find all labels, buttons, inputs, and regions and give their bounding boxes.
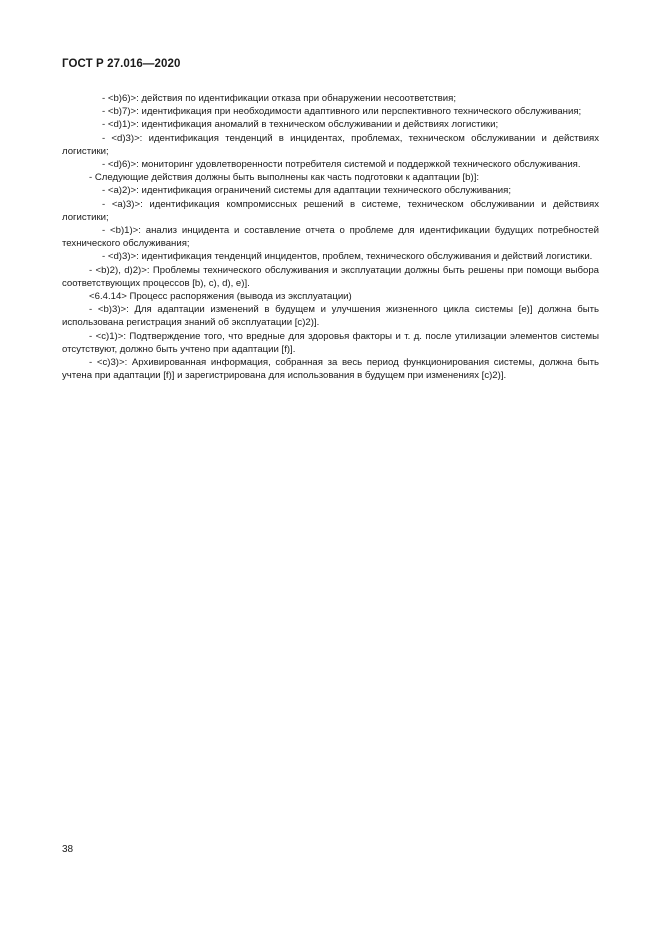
- document-header: ГОСТ Р 27.016—2020: [62, 58, 181, 70]
- body-paragraph: - <c)3)>: Архивированная информация, собранная за весь период функционирования системы, должна быть учтена при адаптации [f)] и зарегистрирована для использования в будущем при изменениях [c)2)].: [62, 357, 599, 382]
- document-body: [62, 92, 599, 382]
- body-paragraph: <6.4.14> Процесс распоряжения (вывода из эксплуатации): [89, 291, 352, 303]
- body-paragraph: - <a)2)>: идентификация ограничений системы для адаптации технического обслуживания;: [102, 185, 512, 197]
- body-paragraph: - <a)3)>: идентификация компромиссных решений в системе, техническом обслуживании и действиях логистики;: [62, 198, 599, 223]
- page-number: 38: [62, 844, 74, 855]
- body-paragraph: - <d)6)>: мониторинг удовлетворенности потребителя системой и поддержкой технического обслуживания.: [102, 159, 581, 171]
- body-paragraph: - <b)2), d)2)>: Проблемы технического обслуживания и эксплуатации должны быть решены при помощи выбора соответствующих процессов [b), c), d), e)].: [62, 264, 599, 289]
- body-paragraph: - <b)7)>: идентификация при необходимости адаптивного или перспективного технического обслуживания;: [102, 106, 582, 118]
- body-paragraph: - Следующие действия должны быть выполнены как часть подготовки к адаптации [b)]:: [89, 172, 480, 184]
- body-paragraph: - <b)3)>: Для адаптации изменений в будущем и улучшения жизненного цикла системы [e)] должна быть использована регистрация знаний об эксплуатации [c)2)].: [62, 304, 599, 329]
- body-paragraph: - <d)1)>: идентификация аномалий в техническом обслуживании и действиях логистики;: [102, 119, 499, 131]
- body-paragraph: - <d)3)>: идентификация тенденций в инцидентах, проблемах, техническом обслуживании и действиях логистики;: [62, 132, 599, 157]
- body-paragraph: - <b)6)>: действия по идентификации отказа при обнаружении несоответствия;: [102, 93, 457, 104]
- body-paragraph: - <d)3)>: идентификация тенденций инцидентов, проблем, технического обслуживания и действий логистики.: [102, 251, 593, 263]
- body-paragraph: - <b)1)>: анализ инцидента и составление отчета о проблеме для идентификации будущих потребностей технического обслуживания;: [62, 225, 599, 250]
- body-paragraph: - <c)1)>: Подтверждение того, что вредные для здоровья факторы и т. д. после утилизации элементов системы отсутствуют, должно быть учтено при адаптации [f)].: [62, 330, 599, 355]
